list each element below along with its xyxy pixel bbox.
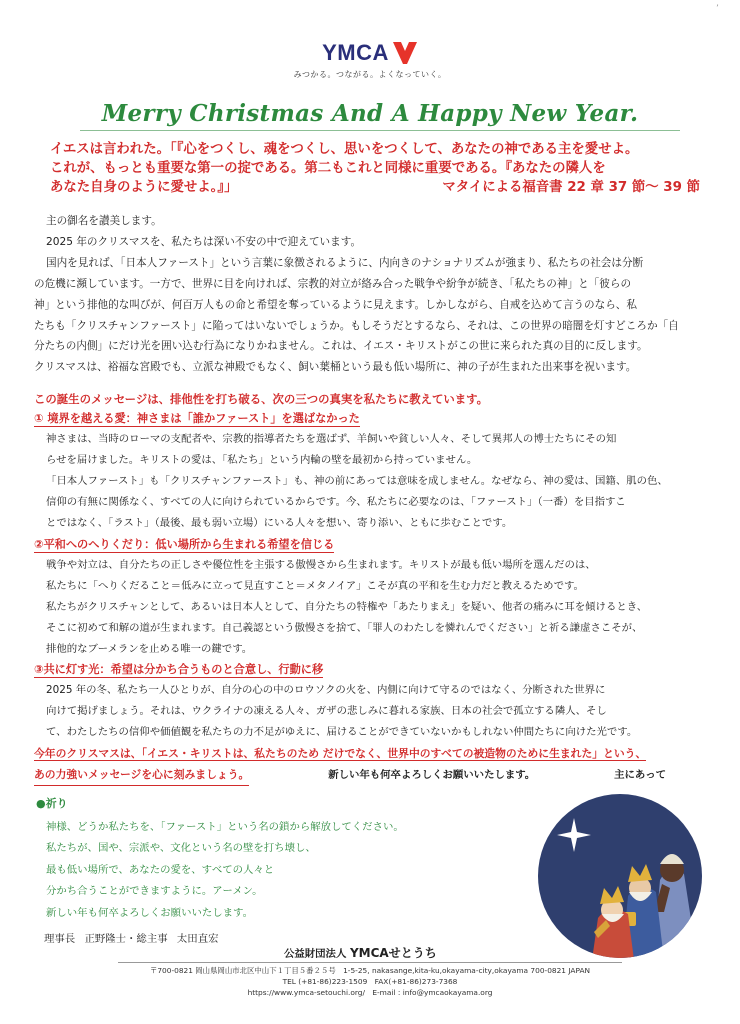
ymca-chevron-icon	[392, 41, 418, 65]
signature-name-1: 正野隆士・総主事	[84, 933, 168, 945]
verse-line-1: イエスは言われた。「『心をつくし、魂をつくし、思いをつくして、あなたの神である主を愛せよ。	[50, 142, 639, 157]
intro-paragraphs	[34, 211, 714, 378]
section-3-heading: ③共に灯す光：希望は分かち合うものと合意し、行動に移	[34, 663, 324, 676]
section-1-line: 神さまは、当時のローマの支配者や、宗教的指導者たちを選ばず、羊飼いや貧しい人々、そして異邦人の博士たちにその知	[46, 433, 617, 445]
prayer-line: 最も低い場所で、あなたの愛を、すべての人々と	[46, 863, 275, 876]
verse-line-2: これが、もっとも重要な第一の掟である。第二もこれと同様に重要である。『あなたの隣人を	[50, 161, 606, 176]
intro-p1: 主の御名を讃美します。	[46, 215, 162, 227]
section-3-line: て、わたしたちの信仰や価値観を私たちの力不足がゆえに、届けることができていないかもしれない仲間たちに向けた光です。	[46, 726, 638, 738]
footer-divider	[118, 962, 622, 963]
closing-message	[34, 743, 724, 786]
section-2-body	[34, 555, 714, 660]
corner-mark: ’	[716, 4, 719, 14]
footer-address: 〒700-0821 岡山県岡山市北区中山下１丁目５番２５号 1-5-25, nakasange,kita-ku,okayama-city,okayama 700-0821 JAPAN	[149, 966, 591, 975]
intro-p3-line: クリスマスは、裕福な宮殿でも、立派な神殿でもなく、飼い葉桶という最も低い場所に、神の子が生まれた出来事を祝います。	[34, 361, 637, 374]
verse-line-3-text: あなた自身のように愛せよ。』」	[50, 180, 238, 195]
intro-p3-line: たちも「クリスチャンファースト」に陥ってはいないでしょうか。もしそうだとするなら、それは、この世界の暗闇を灯すどころか「自	[34, 319, 679, 332]
intro-p3-line: の危機に瀕しています。一方で、世界に目を向ければ、宗教的対立が絡み合った戦争や紛争が続き、「私たちの神」と「彼らの	[34, 277, 632, 290]
section-3-body	[34, 680, 714, 743]
section-3-line: 向けて掲げましょう。それは、ウクライナの凍える人々、ガザの悲しみに暮れる家族、日本の社会で孤立する隣人、そし	[46, 705, 607, 717]
intro-p2: 2025 年のクリスマスを、私たちは深い不安の中で迎えています。	[46, 235, 362, 248]
logo-tagline: みつかる。つながる。よくなっていく。	[293, 70, 447, 79]
section-2-line: 私たちに「へりくだること＝低みに立って見直すこと＝メタノイア」こそが真の平和を生む力だと教えるためです。	[46, 580, 584, 592]
section-1-line: とではなく、「ラスト」（最後、最も弱い立場）にいる人々を想い、寄り添い、ともに歩むことです。	[46, 517, 513, 529]
closing-line-2: あの力強いメッセージを心に刻みましょう。	[34, 764, 249, 786]
in-the-lord: 主にあって	[614, 769, 666, 781]
intro-p3-line: 国内を見れば、「日本人ファースト」という言葉に象徴されるように、内向きのナショナリズムが強まり、私たちの社会は分断	[46, 256, 644, 269]
verse-citation: マタイによる福音書 22 章 37 節～ 39 節	[442, 180, 700, 195]
section-1-line: 信仰の有無に関係なく、すべての人に向けられているからです。今、私たちに必要なのは、「ファースト」（一番）を目指すこ	[46, 496, 626, 508]
section-2-heading: ②平和へのへりくだり：低い場所から生まれる希望を信じる	[34, 538, 335, 551]
section-1-heading: ① 境界を越える愛：神さまは「誰かファースト」を選ばなかった	[34, 412, 360, 425]
closing-line-1: 今年のクリスマスは、「イエス・キリストは、私たちのため だけでなく、世界中のすべての被造物のために生まれた」という、	[34, 747, 647, 760]
message-heading: この誕生のメッセージは、排他性を打ち破る、次の三つの真実を私たちに教えています。	[34, 392, 489, 406]
section-1-line: らせを届けました。キリストの愛は、「私たち」という内輪の壁を最初から持っていません。	[46, 454, 478, 466]
scripture-verse	[50, 140, 700, 197]
verse-line-3	[50, 178, 700, 197]
organization-prefix: 公益財団法人	[284, 948, 347, 960]
prayer-heading: ●祈り	[36, 797, 68, 810]
prayer-line: 分かち合うことができますように。アーメン。	[46, 885, 263, 898]
section-2-line: 排他的なブーメランを止める唯一の鍵です。	[46, 643, 253, 655]
section-1-line: 「日本人ファースト」も「クリスチャンファースト」も、神の前にあっては意味を成しません。なぜなら、神の愛は、国籍、肌の色、	[46, 475, 668, 487]
section-2-line: そこに初めて和解の道が生まれます。自己義認という傲慢さを捨て、「罪人のわたしを憐れんでください」と祈る謙虚さこそが、	[46, 622, 643, 634]
intro-p3-line: 分たちの内側」にだけ光を囲い込む行為になりかねません。これは、イエス・キリストがこの世に来られた真の目的に反します。	[34, 340, 648, 353]
signature-role: 理事長	[44, 933, 76, 945]
section-2-line: 私たちがクリスチャンとして、あるいは日本人として、自分たちの特権や「あたりまえ」を疑い、他者の痛みに耳を傾けるとき、	[46, 601, 648, 613]
intro-p3-line: 神」という排他的な叫びが、何百万人もの命と希望を奪っているように見えます。しかしながら、自戒を込めて言うのなら、私	[34, 298, 637, 311]
section-2-line: 戦争や対立は、自分たちの正しさや優位性を主張する傲慢さから生まれます。キリストが最も低い場所を選んだのは、	[46, 559, 596, 571]
prayer-line: 私たちが、国や、宗派や、文化という名の壁を打ち壊し、	[46, 842, 316, 855]
organization	[284, 944, 437, 961]
prayer-body	[46, 817, 506, 924]
prayer-line: 新しい年も何卒よろしくお願いいたします。	[46, 906, 253, 919]
wise-men-illustration	[536, 792, 704, 960]
ymca-logo	[0, 40, 740, 80]
prayer-line: 神様、どうか私たちを、「ファースト」という名の鎖から解放してください。	[46, 821, 404, 833]
new-year-greeting: 新しい年も何卒よろしくお願いいたします。	[328, 769, 536, 781]
greeting-title: Merry Christmas And A Happy New Year.	[101, 100, 639, 127]
footer	[0, 966, 740, 998]
section-1-body	[34, 429, 714, 534]
footer-phone: TEL (+81-86)223-1509 FAX(+81-86)273-7368	[282, 976, 458, 986]
organization-name: YMCAせとうち	[349, 946, 437, 960]
section-3-line: 2025 年の冬、私たち一人ひとりが、自分の心の中のロウソクの火を、内側に向けて守るのではなく、分断された世界に	[46, 684, 606, 696]
footer-web: https://www.ymca-setouchi.org/ E-mail : info@ymcaokayama.org	[247, 987, 493, 997]
logo-wordmark: YMCA	[322, 40, 389, 65]
intro-p3	[34, 253, 714, 378]
signature-name-2: 太田直宏	[176, 933, 219, 945]
title-underline	[80, 130, 680, 131]
signature-line	[44, 930, 218, 945]
